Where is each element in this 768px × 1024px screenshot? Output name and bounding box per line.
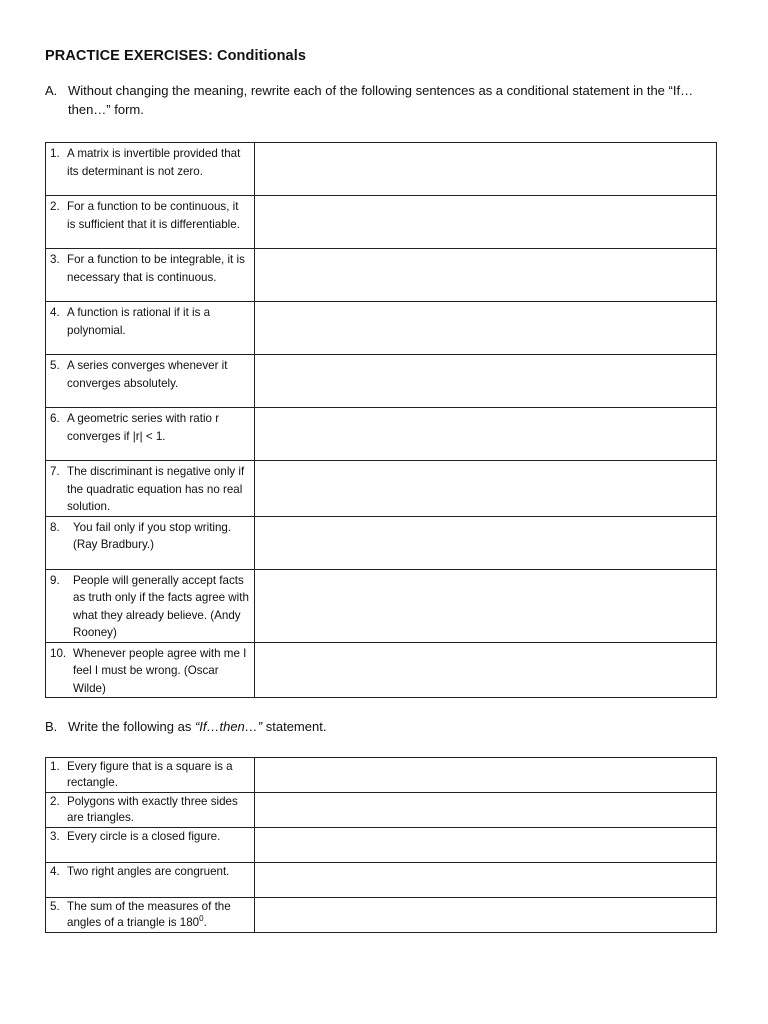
answer-cell[interactable] <box>255 249 717 302</box>
item-text: For a function to be integrable, it is necessary that is continuous. <box>67 253 245 284</box>
item-text: People will generally accept facts as truth only if the facts agree with what they already believe. (Andy Rooney) <box>73 573 249 639</box>
item-text: A matrix is invertible provided that its determinant is not zero. <box>67 147 241 178</box>
question-cell <box>46 196 255 249</box>
item-text: A function is rational if it is a polynomial. <box>67 306 211 337</box>
table-row <box>46 898 717 933</box>
item-number: 3. <box>50 830 60 843</box>
table-row <box>46 569 717 642</box>
item-number: 8. <box>50 520 60 534</box>
instruction-post: statement. <box>262 719 327 734</box>
item-number: 3. <box>50 253 60 266</box>
section-a-instruction-text: Without changing the meaning, rewrite each of the following sentences as a conditional statement in the “If…then…” form. <box>68 83 694 117</box>
section-b-letter: B. <box>45 719 58 734</box>
table-row <box>46 642 717 698</box>
table-row <box>46 408 717 461</box>
item-text: A series converges whenever it converges absolutely. <box>67 359 228 390</box>
item-number: 1. <box>50 760 60 773</box>
item-number: 4. <box>50 865 60 878</box>
degree-superscript: 0 <box>199 914 204 924</box>
question-cell <box>46 642 255 698</box>
question-cell <box>46 249 255 302</box>
table-row <box>46 143 717 196</box>
item-number: 10. <box>50 646 67 660</box>
question-cell <box>46 143 255 196</box>
instruction-pre: Write the following as <box>68 719 195 734</box>
item-text: Every circle is a closed figure. <box>67 830 221 843</box>
question-cell <box>46 863 255 898</box>
question-cell <box>46 516 255 569</box>
table-row <box>46 196 717 249</box>
answer-cell[interactable] <box>255 196 717 249</box>
item-text: You fail only if you stop writing. (Ray Bradbury.) <box>73 520 232 551</box>
table-row <box>46 758 717 793</box>
item-text: The discriminant is negative only if the quadratic equation has no real solution. <box>67 465 245 513</box>
item-number: 1. <box>50 147 60 160</box>
instruction-emphasis: “If…then…” <box>194 719 263 734</box>
item-text: Every figure that is a square is a rectangle. <box>67 760 233 789</box>
answer-cell[interactable] <box>255 302 717 355</box>
item-number: 4. <box>50 306 60 319</box>
section-b-instruction-text <box>68 717 725 736</box>
answer-cell[interactable] <box>255 143 717 196</box>
section-b-instruction <box>45 717 725 736</box>
answer-cell[interactable] <box>255 828 717 863</box>
answer-cell[interactable] <box>255 408 717 461</box>
item-number: 5. <box>50 359 60 372</box>
answer-cell[interactable] <box>255 898 717 933</box>
section-a-instruction <box>45 81 725 119</box>
item-text: A geometric series with ratio r converges if |r| < 1. <box>67 412 220 443</box>
table-row <box>46 249 717 302</box>
question-cell <box>46 793 255 828</box>
question-cell <box>46 828 255 863</box>
item-text: Polygons with exactly three sides are triangles. <box>67 795 238 824</box>
table-row <box>46 828 717 863</box>
item-text-tail: . <box>203 916 207 929</box>
item-text-main: The sum of the measures of the angles of a triangle is 180 <box>67 900 231 929</box>
page-title: PRACTICE EXERCISES: Conditionals <box>45 48 306 64</box>
item-number: 6. <box>50 412 60 425</box>
section-b-table <box>45 757 717 933</box>
answer-cell[interactable] <box>255 355 717 408</box>
question-cell <box>46 569 255 642</box>
question-cell <box>46 355 255 408</box>
answer-cell[interactable] <box>255 642 717 698</box>
question-cell <box>46 302 255 355</box>
item-number: 2. <box>50 795 60 808</box>
section-a-table <box>45 142 717 698</box>
table-row <box>46 516 717 569</box>
item-number: 9. <box>50 573 60 587</box>
table-row <box>46 461 717 517</box>
item-number: 5. <box>50 900 60 913</box>
item-text: For a function to be continuous, it is sufficient that it is differentiable. <box>67 200 240 231</box>
item-text: Two right angles are congruent. <box>67 865 230 878</box>
answer-cell[interactable] <box>255 758 717 793</box>
table-row <box>46 793 717 828</box>
item-number: 2. <box>50 200 60 213</box>
answer-cell[interactable] <box>255 863 717 898</box>
answer-cell[interactable] <box>255 461 717 517</box>
table-row <box>46 355 717 408</box>
question-cell <box>46 898 255 933</box>
answer-cell[interactable] <box>255 793 717 828</box>
answer-cell[interactable] <box>255 516 717 569</box>
question-cell <box>46 408 255 461</box>
answer-cell[interactable] <box>255 569 717 642</box>
item-text <box>67 899 250 931</box>
question-cell <box>46 461 255 517</box>
item-number: 7. <box>50 465 60 478</box>
section-a-letter: A. <box>45 83 58 98</box>
item-text: Whenever people agree with me I feel I must be wrong. (Oscar Wilde) <box>73 646 247 695</box>
question-cell <box>46 758 255 793</box>
table-row <box>46 863 717 898</box>
table-row <box>46 302 717 355</box>
